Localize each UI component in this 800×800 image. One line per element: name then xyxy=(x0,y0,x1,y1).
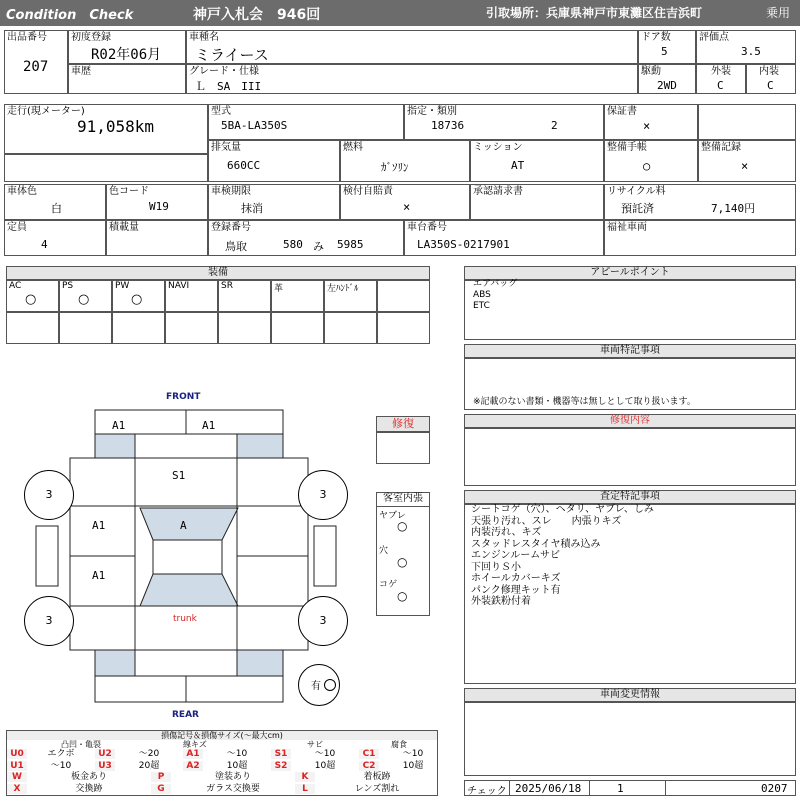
header-bar xyxy=(0,0,800,26)
cabin-mark-burn: ○ xyxy=(397,589,408,603)
capacity: 4 xyxy=(41,238,48,251)
inspection-label: 車検期限 xyxy=(211,186,251,197)
grade: Ｌ SA III xyxy=(195,80,262,93)
cabin-label-hole: 穴 xyxy=(379,546,389,556)
equipment-blank-cell xyxy=(218,312,271,344)
equipment-blank-cell xyxy=(377,312,430,344)
chassis-cell xyxy=(404,220,604,256)
check-date: 2025/06/18 xyxy=(515,782,582,795)
legend-code: C2 xyxy=(359,761,379,771)
history-cell xyxy=(68,64,186,94)
equipment-mark: ○ xyxy=(25,292,37,307)
equipment-blank-cell xyxy=(271,312,324,344)
legend-code: L xyxy=(295,784,315,794)
equipment-cell xyxy=(6,280,59,312)
legend-groups xyxy=(7,740,437,749)
name-label: 車種名 xyxy=(189,32,219,43)
drive-cell xyxy=(638,64,696,94)
change-body xyxy=(464,702,796,776)
legend-desc: 着板跡 xyxy=(363,772,391,782)
interior-label: 内装 xyxy=(759,66,779,77)
interior-grade: C xyxy=(767,79,774,92)
inspector-line: エンジンルームサビ xyxy=(471,550,561,561)
repair-title: 修復 xyxy=(376,416,430,432)
legend-code: A2 xyxy=(183,761,203,771)
legend-rows xyxy=(7,749,437,795)
inspector-line: パンク修理キット有 xyxy=(471,584,561,596)
first-reg: R02年06月 xyxy=(91,47,162,63)
name-cell xyxy=(186,30,638,64)
score-label: 評価点 xyxy=(699,32,729,43)
legend-group: 腐食 xyxy=(391,740,407,749)
equipment-cell xyxy=(377,280,430,312)
check-number: 1 xyxy=(617,782,624,795)
legend-code: S1 xyxy=(271,749,291,759)
legend-code: U0 xyxy=(7,749,27,759)
equipment-label: 革 xyxy=(274,284,284,294)
damage-side-rear[interactable]: A1 xyxy=(92,569,106,582)
inspection: 抹消 xyxy=(241,202,263,215)
manual-cell xyxy=(604,140,698,182)
displacement-cell xyxy=(208,140,340,182)
inspector-line: 下回りＳ小 xyxy=(471,561,521,573)
mission-label: ミッション xyxy=(473,142,523,153)
manual: ○ xyxy=(643,159,651,173)
legend-desc: 20超 xyxy=(138,760,160,771)
mileage-extra-cell xyxy=(4,154,208,182)
special-body xyxy=(464,358,796,410)
grade-cell xyxy=(186,64,638,94)
appeal-title: アピールポイント xyxy=(464,266,796,280)
welfare-label: 福祉車両 xyxy=(607,222,647,233)
damage-side-front[interactable]: A1 xyxy=(92,519,106,532)
equipment-cell xyxy=(165,280,218,312)
check-code: 0207 xyxy=(761,782,788,795)
model-cell xyxy=(208,104,404,140)
inspector-line: ホイールカバーキズ xyxy=(471,573,561,584)
doors: 5 xyxy=(661,45,668,58)
doors-label: ドア数 xyxy=(641,32,671,43)
equipment-title: 装備 xyxy=(6,266,430,280)
drive-label: 駆動 xyxy=(641,66,661,77)
inspector-line: 内装汚れ、キズ xyxy=(471,527,542,538)
displacement: 660CC xyxy=(227,159,261,172)
tire-front-left[interactable]: 3 xyxy=(24,470,74,520)
record-label: 整備記録 xyxy=(701,142,741,153)
displacement-label: 排気量 xyxy=(211,142,241,153)
special-note: ※記載のない書類・機器等は無しとして取り扱います。 xyxy=(473,397,696,407)
inspector-line: 外装鉄粉付着 xyxy=(471,596,531,607)
change-title: 車両変更情報 xyxy=(464,688,796,702)
equipment-label: NAVI xyxy=(168,281,190,291)
plate-area: 鳥取 xyxy=(225,240,247,253)
exterior-cell xyxy=(696,64,746,94)
spare-tire xyxy=(298,664,340,706)
repair-detail-body xyxy=(464,428,796,486)
inspector-line: シートコゲ（穴）、ヘタリ、ヤブレ、しみ xyxy=(471,504,654,515)
legend-desc: エクボ xyxy=(47,749,75,759)
model: 5BA-LA350S xyxy=(221,119,288,132)
tire-rear-right[interactable]: 3 xyxy=(298,596,348,646)
legend-code: U2 xyxy=(95,749,115,759)
fuel: ｶﾞｿﾘﾝ xyxy=(381,161,409,174)
mileage-cell xyxy=(4,104,208,154)
legend-desc: ガラス交換要 xyxy=(206,783,260,794)
equipment-label: 左ﾊﾝﾄﾞﾙ xyxy=(327,284,359,294)
appeal-line: エアバッグ xyxy=(473,279,518,289)
legend-desc: 交換跡 xyxy=(75,783,103,794)
recycle-status: 預託済 xyxy=(621,202,654,215)
drive: 2WD xyxy=(657,79,677,92)
vehicle-category: 乗用 xyxy=(766,6,791,20)
equipment-blank-cell xyxy=(6,312,59,344)
legend-desc: レンズ割れ xyxy=(354,783,400,794)
inspector-line: スタッドレスタイヤ積み込み xyxy=(471,538,601,550)
plate-class: 580 xyxy=(283,238,303,251)
inspector-body xyxy=(464,504,796,684)
load-label: 積載量 xyxy=(109,222,139,233)
equipment-label: PW xyxy=(115,281,130,291)
auction-name: 神戸入札会 946回 xyxy=(193,7,321,23)
designation-label: 指定・類別 xyxy=(407,106,457,117)
mileage-label: 走行(現メーター) xyxy=(7,106,85,117)
inspector-line: 天張り汚れ、スレ 内張りキズ xyxy=(471,515,622,527)
mission: AT xyxy=(511,159,525,172)
manual-label: 整備手帳 xyxy=(607,142,647,153)
legend-code: S2 xyxy=(271,761,291,771)
approval-cell xyxy=(470,184,604,220)
damage-front-right[interactable]: A1 xyxy=(202,419,216,432)
color-label: 車体色 xyxy=(7,186,37,197)
legend-desc: ～10 xyxy=(226,749,248,759)
cabin-label-tear: ヤブレ xyxy=(379,511,406,521)
special-title: 車両特記事項 xyxy=(464,344,796,358)
equipment-cell xyxy=(324,280,377,312)
exterior-grade: C xyxy=(717,79,724,92)
rear-label: REAR xyxy=(172,710,199,720)
appeal-line: ETC xyxy=(473,301,490,311)
legend-code: P xyxy=(151,772,171,782)
equipment-blank-cell xyxy=(59,312,112,344)
legend-code: X xyxy=(7,784,27,794)
equipment-cell xyxy=(271,280,324,312)
tire-rear-left[interactable]: 3 xyxy=(24,596,74,646)
cabin-title: 客室内張 xyxy=(377,493,429,507)
liability-label: 検付自賠責 xyxy=(343,186,393,197)
damage-legend xyxy=(6,730,438,796)
legend-code: A1 xyxy=(183,749,203,759)
capacity-cell xyxy=(4,220,106,256)
body-color: 白 xyxy=(51,202,62,215)
equipment-label: AC xyxy=(9,281,22,291)
liability-cell xyxy=(340,184,470,220)
plate-number: 5985 xyxy=(337,238,364,251)
equipment-cell xyxy=(59,280,112,312)
inspector-lines xyxy=(471,504,654,608)
designation: 18736 xyxy=(431,119,465,132)
capacity-label: 定員 xyxy=(7,222,27,233)
appeal-body xyxy=(464,280,796,340)
damage-roof[interactable]: A xyxy=(180,519,187,532)
grade-label: グレード・仕様 xyxy=(189,66,259,77)
equipment-grid xyxy=(6,280,430,344)
damage-front-left[interactable]: A1 xyxy=(112,419,126,432)
cabin-box xyxy=(376,492,430,616)
color-code-label: 色コード xyxy=(109,186,149,197)
lot-no-label: 出品番号 xyxy=(7,32,47,43)
warranty-cell xyxy=(604,104,698,140)
cabin-label-burn: コゲ xyxy=(379,580,398,590)
check-label: チェック xyxy=(467,786,507,797)
lot-no-cell xyxy=(4,30,68,94)
recycle-fee: 7,140円 xyxy=(711,202,756,215)
equipment-cell xyxy=(112,280,165,312)
tire-front-right[interactable]: 3 xyxy=(298,470,348,520)
legend-desc: ～10 xyxy=(314,749,336,759)
legend-desc: ～10 xyxy=(402,749,424,759)
legend-desc: 10超 xyxy=(226,760,248,771)
equipment-blank-cell xyxy=(324,312,377,344)
color-code: W19 xyxy=(149,200,169,213)
repair-detail-title: 修復内容 xyxy=(464,414,796,428)
appeal-line: ABS xyxy=(473,290,491,300)
legend-code: U3 xyxy=(95,761,115,771)
history-label: 車歴 xyxy=(71,66,91,77)
spare-label: 有 xyxy=(311,681,321,692)
trunk-label: trunk xyxy=(173,614,197,624)
legend-desc: ～20 xyxy=(138,749,160,759)
legend-code: C1 xyxy=(359,749,379,759)
check-row xyxy=(464,780,796,796)
legend-code: W xyxy=(7,772,27,782)
legend-group: サビ xyxy=(307,740,323,749)
inspector-title: 査定特記事項 xyxy=(464,490,796,504)
designation-cell xyxy=(404,104,604,140)
equipment-label: SR xyxy=(221,281,233,291)
chassis-number: LA350S-0217901 xyxy=(417,238,510,251)
inspection-cell xyxy=(208,184,340,220)
repair-body xyxy=(376,432,430,464)
legend-desc: 板金あり xyxy=(70,772,107,782)
legend-desc: 10超 xyxy=(314,760,336,771)
front-label: FRONT xyxy=(166,392,201,402)
color-code-cell xyxy=(106,184,208,220)
plate-kana: み xyxy=(313,240,324,253)
model-label: 型式 xyxy=(211,106,231,117)
doors-cell xyxy=(638,30,696,64)
equipment-cell xyxy=(218,280,271,312)
classification: 2 xyxy=(551,119,558,132)
recycle-cell xyxy=(604,184,796,220)
equipment-mark: ○ xyxy=(78,292,90,307)
first-reg-cell xyxy=(68,30,186,64)
appeal-lines xyxy=(473,279,517,312)
approval-label: 承認請求書 xyxy=(473,186,523,197)
first-reg-label: 初度登録 xyxy=(71,32,111,43)
cabin-mark-hole: ○ xyxy=(397,555,408,569)
plate-cell xyxy=(208,220,404,256)
plate-label: 登録番号 xyxy=(211,222,251,233)
color-cell xyxy=(4,184,106,220)
chassis-label: 車台番号 xyxy=(407,222,447,233)
fuel-label: 燃料 xyxy=(343,142,363,153)
legend-desc: 塗装あり xyxy=(214,772,251,782)
legend-group: 凸凹・亀裂 xyxy=(61,740,101,749)
recycle-label: リサイクル料 xyxy=(607,186,666,197)
mission-cell xyxy=(470,140,604,182)
legend-group: 線キズ xyxy=(183,740,207,749)
warranty-blank-cell xyxy=(698,104,796,140)
record: × xyxy=(741,159,749,173)
cabin-mark-tear: ○ xyxy=(397,519,408,533)
record-cell xyxy=(698,140,796,182)
interior-cell xyxy=(746,64,796,94)
legend-title: 損傷記号＆損傷サイズ(～最大cm) xyxy=(7,731,437,740)
exterior-label: 外装 xyxy=(711,66,731,77)
warranty: × xyxy=(643,119,651,133)
legend-code: K xyxy=(295,772,315,782)
pickup-location: 引取場所：兵庫県神戸市東灘区住吉浜町 xyxy=(486,6,703,20)
legend-code: U1 xyxy=(7,761,27,771)
spare-wheel-icon xyxy=(324,679,336,691)
sheet-title: Condition Check xyxy=(6,8,134,23)
score-cell xyxy=(696,30,796,64)
load-cell xyxy=(106,220,208,256)
equipment-label: PS xyxy=(62,281,74,291)
equipment-blank-cell xyxy=(112,312,165,344)
damage-hood[interactable]: S1 xyxy=(172,469,186,482)
legend-code: G xyxy=(151,784,171,794)
legend-desc: 10超 xyxy=(402,760,424,771)
legend-desc: ～10 xyxy=(50,760,72,771)
car-name: ミライース xyxy=(195,46,269,64)
score: 3.5 xyxy=(741,45,761,58)
mileage: 91,058km xyxy=(77,117,155,136)
liability: × xyxy=(403,200,411,214)
equipment-blank-cell xyxy=(165,312,218,344)
welfare-cell xyxy=(604,220,796,256)
warranty-label: 保証書 xyxy=(607,106,637,117)
fuel-cell xyxy=(340,140,470,182)
equipment-mark: ○ xyxy=(131,292,143,307)
lot-no: 207 xyxy=(23,59,49,75)
